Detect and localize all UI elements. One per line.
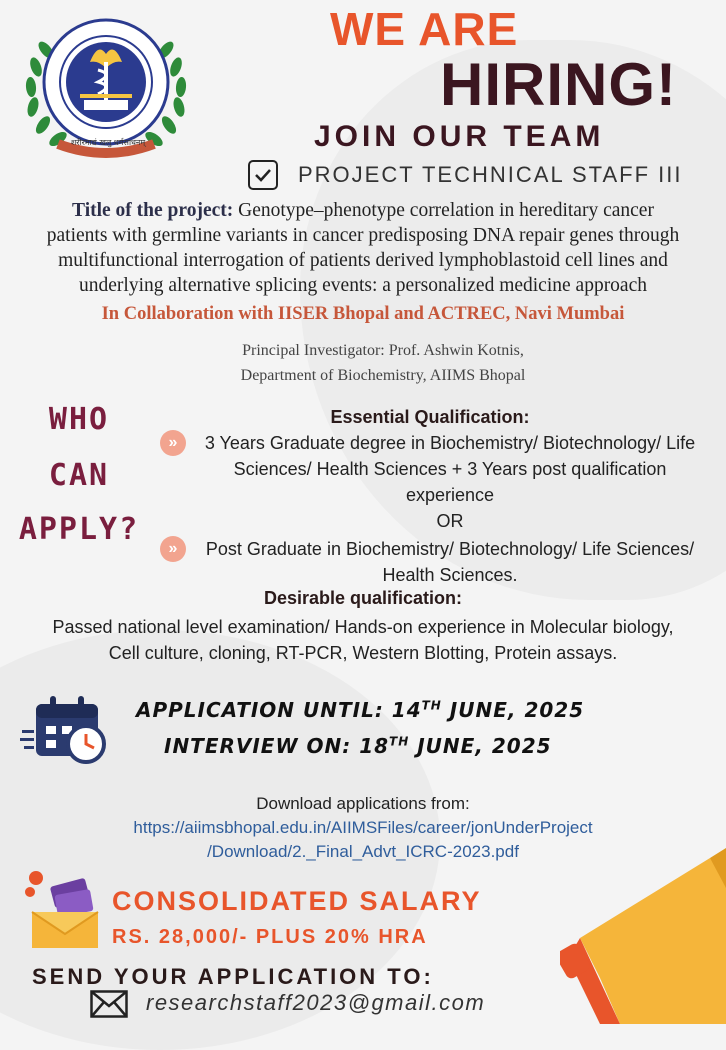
project-title-line: patients with germline variants in cancer predisposing DNA repair genes through [46, 225, 680, 246]
who-can-apply-line1: WHO [48, 402, 110, 437]
send-application-heading: SEND YOUR APPLICATION TO: [32, 964, 434, 989]
principal-investigator [0, 338, 726, 388]
collaboration-note: In Collaboration with IISER Bhopal and ACTREC, Navi Mumbai [101, 304, 625, 324]
position-title: PROJECT TECHNICAL STAFF III [298, 162, 683, 187]
project-title-line: Genotype–phenotype correlation in hereditary cancer [238, 200, 654, 221]
salary-heading: CONSOLIDATED SALARY [112, 886, 482, 916]
project-title-line: underlying alternative splicing events: a personalized medicine approach [79, 275, 647, 296]
salary-amount: RS. 28,000/- PLUS 20% HRA [112, 926, 428, 948]
envelope-money-icon [22, 868, 108, 954]
we-are-heading: WE ARE [330, 3, 519, 55]
calendar-clock-icon [20, 690, 110, 770]
join-our-team-heading: JOIN OUR TEAM [314, 120, 605, 153]
desirable-qualification-text: Passed national level examination/ Hands-on experience in Molecular biology, Cell culture, cloning, RT-PCR, Western Blotting, Protein assays. [52, 617, 674, 663]
chevron-right-icon: » [160, 536, 186, 562]
megaphone-icon [560, 828, 726, 1024]
essential-qualification-heading: Essential Qualification: [330, 407, 530, 427]
who-can-apply-line3: APPLY? [18, 512, 140, 547]
hiring-heading: HIRING! [440, 51, 677, 118]
essential-item-2: Post Graduate in Biochemistry/ Biotechnology/ Life Sciences/ Health Sciences. [205, 539, 695, 585]
essential-item-1: 3 Years Graduate degree in Biochemistry/ Biotechnology/ Life Sciences/ Health Sciences + 3 Years post qualification experience OR [190, 430, 710, 534]
project-title-line: multifunctional interrogation of patients derived lymphoblastoid cell lines and [58, 250, 668, 271]
logo-motto: शरीरमाद्यं खलु धर्मसाधनम् [70, 138, 146, 147]
who-can-apply-line2: CAN [48, 458, 110, 493]
or-separator: OR [436, 511, 464, 531]
checkbox-icon [248, 160, 278, 190]
mail-icon [90, 990, 128, 1018]
interview-date: INTERVIEW ON: 18TH JUNE, 2025 [164, 734, 552, 758]
desirable-qualification-heading: Desirable qualification: [263, 588, 463, 608]
download-label: Download applications from: [256, 794, 470, 813]
project-title-label: Title of the project: [72, 200, 234, 221]
application-deadline: APPLICATION UNTIL: 14TH JUNE, 2025 [136, 698, 585, 722]
contact-email[interactable]: researchstaff2023@gmail.com [146, 990, 486, 1015]
project-title-block [0, 198, 726, 298]
pi-name: Principal Investigator: Prof. Ashwin Kotnis, [242, 342, 524, 359]
download-link[interactable]: https://aiimsbhopal.edu.in/AIIMSFiles/career/jonUnderProject [133, 818, 593, 837]
download-link-continued[interactable]: /Download/2._Final_Advt_ICRC-2023.pdf [207, 842, 519, 861]
pi-department: Department of Biochemistry, AIIMS Bhopal [240, 367, 526, 384]
chevron-right-icon: » [160, 430, 186, 456]
